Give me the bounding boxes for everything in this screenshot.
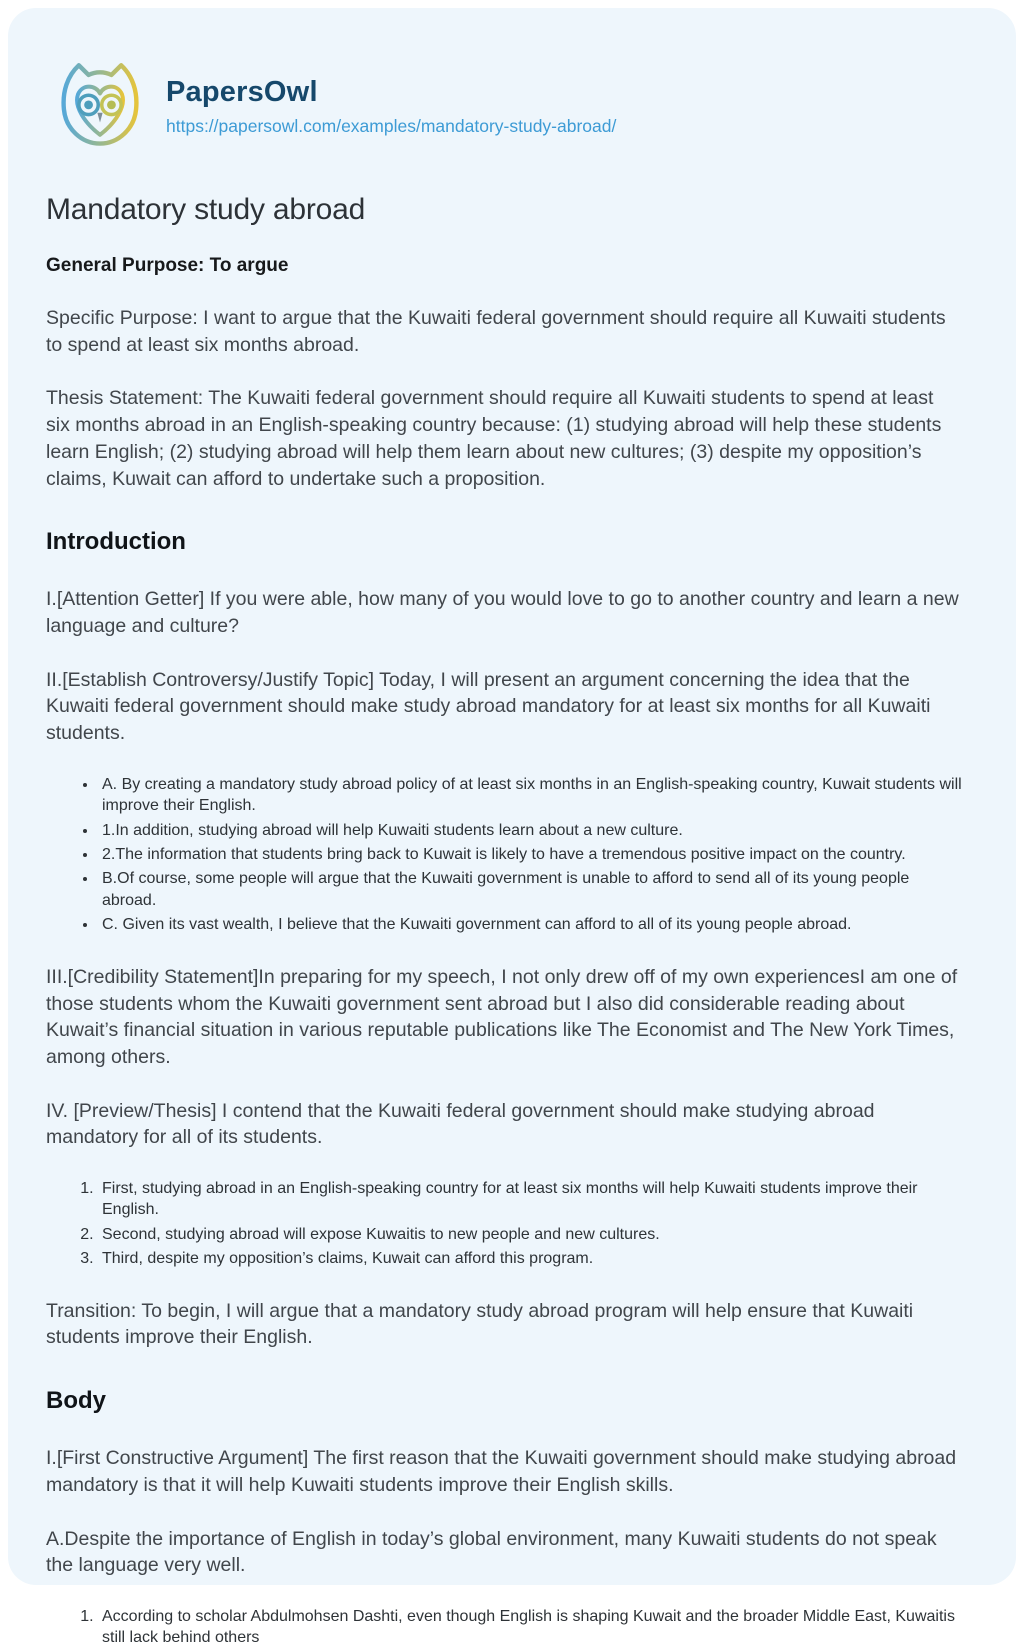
list-item: 3. Third, despite my opposition’s claims, Kuwait can afford this program. [98,1248,962,1269]
list-item: • 2.The information that students bring back to Kuwait is likely to have a tremendous positive impact on the country. [98,844,962,865]
list-item: 1. According to scholar Abdulmohsen Dashti, even though English is shaping Kuwait and the broader Middle East, Kuwaitis still lack behind others [98,1606,962,1649]
paragraph-thesis-statement: Thesis Statement: The Kuwaiti federal government should require all Kuwaiti students to spend at least six months abroad in an English-speaking country because: (1) studying abroad will help these students learn English; (2) studying abroad will help them learn about new cultures; (3) despite my opposition’s claims, Kuwait can afford to undertake such a proposition. [46,387,942,490]
paragraph-specific-purpose: Specific Purpose: I want to argue that the Kuwaiti federal government should require all Kuwaiti students to spend at least six months abroad. [46,307,946,356]
paragraph-english-importance: A.Despite the importance of English in today’s global environment, many Kuwaiti students do not speak the language very well. [46,1527,937,1577]
general-purpose-line: General Purpose: To argue [46,255,289,276]
body-numbered-list [46,1606,962,1649]
owl-logo-icon [56,58,144,155]
essay-title: Mandatory study abroad [46,193,366,226]
preview-numbered-list [46,1178,962,1270]
paragraph-transition: Transition: To begin, I will argue that a mandatory study abroad program will help ensure that Kuwaiti students improve their English. [46,1299,914,1349]
paragraph-attention-getter: I.[Attention Getter] If you were able, how many of you would love to go to another country and learn a new language and culture? [46,588,959,637]
section-heading-body: Body [46,1387,106,1415]
paragraph-credibility-statement: III.[Credibility Statement]In preparing for my speech, I not only drew off of my own experiencesI am one of those students whom the Kuwaiti government sent abroad but I also did considerable reading about Kuwait’s financial situation in various reputable publications like The Economist and The New York Times, among others. [46,965,958,1068]
page-url[interactable]: https://papersowl.com/examples/mandatory-study-abroad/ [166,116,617,136]
list-item: • B.Of course, some people will argue that the Kuwaiti government is unable to afford to send all of its young people abroad. [98,868,962,911]
list-item: 1. First, studying abroad in an English-speaking country for at least six months will help Kuwaiti students improve their English. [98,1178,962,1221]
list-item: • 1.In addition, studying abroad will help Kuwaiti students learn about a new culture. [98,820,962,841]
paragraph-preview-thesis: IV. [Preview/Thesis] I contend that the Kuwaiti federal government should make studying abroad mandatory for all of its students. [46,1099,875,1149]
intro-bullet-list [46,774,962,936]
list-item: • C. Given its vast wealth, I believe that the Kuwaiti government can afford to all of its young people abroad. [98,914,962,935]
section-heading-introduction: Introduction [46,528,186,556]
list-item: 2. Second, studying abroad will expose Kuwaitis to new people and new cultures. [98,1224,962,1245]
list-item: • A. By creating a mandatory study abroad policy of at least six months in an English-speaking country, Kuwait students will improve their English. [98,774,962,817]
essay-card [8,8,1016,1647]
paragraph-establish-controversy: II.[Establish Controversy/Justify Topic] Today, I will present an argument concerning the idea that the Kuwaiti federal government should make study abroad mandatory for at least six months for all Kuwaiti students. [46,668,931,745]
brand-name: PapersOwl [166,76,318,108]
brand-block [166,76,616,137]
site-header [56,58,962,155]
paragraph-first-constructive-argument: I.[First Constructive Argument] The first reason that the Kuwaiti government should make studying abroad mandatory is that it will help Kuwaiti students improve their English skills. [46,1447,957,1496]
